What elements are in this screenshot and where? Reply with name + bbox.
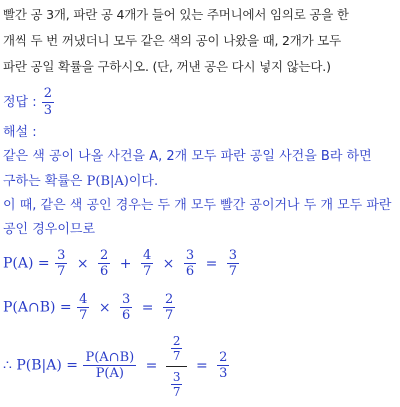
eq1-frac-1-num: 3: [57, 248, 66, 263]
eq2-frac-2-num: 3: [122, 292, 131, 307]
eq1-result: [227, 248, 239, 279]
eq3-compound-num-frac: [171, 334, 183, 363]
eq3-lhs: P(B|A) =: [16, 357, 79, 374]
conditional-probability: P(B|A): [86, 174, 129, 189]
eq2-result-num: 2: [164, 292, 174, 307]
eq2-result: [163, 292, 175, 323]
problem-statement: [3, 2, 397, 80]
explanation-line-4: 공인 경우이므로: [3, 222, 96, 237]
eq1-frac-4: [184, 248, 196, 279]
answer-label: 정답 :: [3, 95, 37, 110]
eq3-equals-1: =: [145, 357, 158, 374]
eq1-frac-1-den: 7: [57, 264, 66, 279]
eq2-result-den: 7: [164, 308, 174, 323]
eq3-cd-num: 3: [172, 370, 181, 384]
answer-fraction: [42, 86, 54, 119]
eq1-lhs: P(A) =: [3, 255, 50, 272]
eq1-op-2: +: [119, 255, 132, 272]
equation-p-a-and-b: [3, 292, 397, 323]
eq2-op-1: ×: [98, 299, 111, 316]
eq3-result: [217, 350, 229, 381]
eq2-frac-1-num: 4: [79, 292, 88, 307]
eq2-frac-2-den: 6: [122, 308, 131, 323]
eq1-op-1: ×: [76, 255, 89, 272]
eq1-result-den: 7: [228, 264, 238, 279]
eq3-compound-den-frac: [171, 370, 183, 399]
eq1-frac-4-den: 6: [185, 264, 195, 279]
eq3-definition-num: P(A∩B): [85, 350, 135, 365]
explanation-line-2: [3, 172, 397, 192]
explanation-line-3: 이 때, 같은 색 공인 경우는 두 개 모두 빨간 공이거나 두 개 모두 파란: [3, 198, 392, 213]
eq1-frac-1: [55, 248, 67, 279]
eq2-frac-1: [77, 292, 89, 323]
answer-numerator: 2: [43, 86, 53, 101]
eq3-compound-num: [166, 332, 188, 367]
eq1-frac-3-num: 4: [142, 248, 152, 263]
eq3-compound-den: [166, 367, 188, 399]
eq3-compound-fraction: [166, 332, 188, 399]
equation-conditional: [3, 332, 397, 399]
eq1-frac-2: [98, 248, 110, 279]
eq1-frac-3: [141, 248, 153, 279]
eq2-frac-2: [120, 292, 132, 323]
explanation-line-2-end: 이다.: [128, 174, 159, 189]
eq2-equals: =: [141, 299, 154, 316]
answer-section: [3, 86, 397, 119]
eq3-equals-2: =: [195, 357, 208, 374]
explanation-label: 해설 :: [3, 125, 37, 140]
eq1-result-num: 3: [228, 248, 238, 263]
eq3-definition-den: P(A): [95, 366, 124, 381]
eq3-result-den: 3: [219, 366, 228, 381]
eq1-frac-2-num: 2: [100, 248, 109, 263]
problem-line-1: 빨간 공 3개, 파란 공 4개가 들어 있는 주머니에서 임의로 공을 한: [3, 7, 349, 22]
eq2-lhs: P(A∩B) =: [3, 299, 72, 316]
eq1-frac-3-den: 7: [142, 264, 152, 279]
eq3-cn-num: 2: [172, 334, 181, 348]
equation-p-a: [3, 248, 397, 279]
eq3-result-num: 2: [219, 350, 228, 365]
eq3-definition-fraction: [83, 350, 136, 381]
eq3-cn-den: 7: [172, 349, 181, 363]
explanation-line-2-text: 구하는 확률은: [3, 174, 87, 189]
problem-line-3: 파란 공일 확률을 구하시오. (단, 꺼낸 공은 다시 넣지 않는다.): [3, 59, 331, 74]
problem-line-2: 개씩 두 번 꺼냈더니 모두 같은 색의 공이 나왔을 때, 2개가 모두: [3, 33, 342, 48]
explanation-line-1: 같은 색 공이 나올 사건을 A, 2개 모두 파란 공일 사건을 B라 하면: [3, 149, 372, 164]
eq1-equals: =: [205, 255, 218, 272]
eq3-cd-den: 7: [172, 385, 181, 399]
eq1-op-3: ×: [162, 255, 175, 272]
therefore-symbol: ∴: [3, 357, 12, 374]
eq2-frac-1-den: 7: [79, 308, 88, 323]
eq1-frac-4-num: 3: [185, 248, 195, 263]
eq1-frac-2-den: 6: [100, 264, 109, 279]
answer-denominator: 3: [43, 103, 53, 118]
